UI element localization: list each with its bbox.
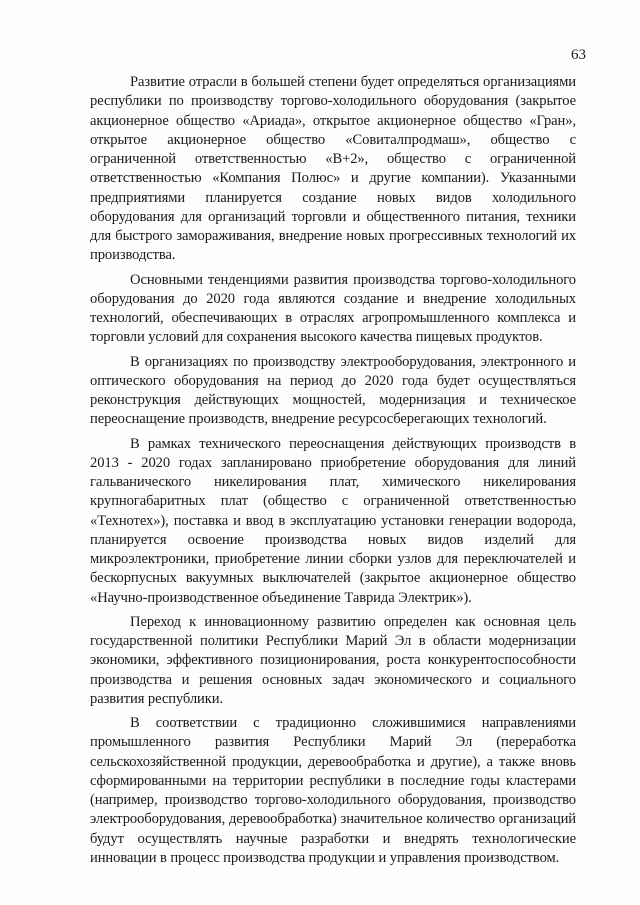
paragraph-technical-reequipment: В рамках технического переоснащения действующих производств в 2013 - 2020 годах запланировано приобретение оборудования для линий гальванического никелирования плат, химического никелирования крупногабаритных плат (общество с ограниченной ответственностью «Технотех»), поставка и ввод в эксплуатацию установки генерации водорода, планируется освоение производства новых видов изделий для микроэлектроники, приобретение линии сборки узлов для переключателей и бескорпусных вакуумных выключателей (закрытое акционерное общество «Научно-производственное объединение Таврида Электрик»). xyxy=(90,435,576,606)
paragraph-innovation-policy: Переход к инновационному развитию определен как основная цель государственной политики Республики Марий Эл в области модернизации экономики, эффективного позиционирования, роста конкурентоспособности производства и решения основных задач экономического и социального развития республики. xyxy=(90,613,576,707)
page-number: 63 xyxy=(571,47,586,63)
paragraph-industry-development: Развитие отрасли в большей степени будет определяться организациями республики по производству торгово-холодильного оборудования (закрытое акционерное общество «Ариада», открытое акционерное общество «Гран», открытое акционерное общество «Совиталпродмаш», общество с ограниченной ответственностью «В+2», общество с ограниченной ответственностью «Компания Полюс» и другие компании). Указанными предприятиями планируется создание новых видов холодильного оборудования для организаций торговли и общественного питания, техники для быстрого замораживания, внедрение новых прогрессивных технологий их производства. xyxy=(90,74,576,264)
document-body xyxy=(90,73,576,873)
paragraph-refrigeration-trends: Основными тенденциями развития производства торгово-холодильного оборудования до 2020 года являются создание и внедрение холодильных технологий, обеспечивающих в отраслях агропромышленного комплекса и торговли условий для сохранения высокого качества пищевых продуктов. xyxy=(90,271,576,346)
paragraph-industrial-directions: В соответствии с традиционно сложившимися направлениями промышленного развития Республики Марий Эл (переработка сельскохозяйственной продукции, деревообработка и другие), а также вновь сформированными на территории республики в последние годы кластерами (например, производство торгово-холодильного оборудования, производство электрооборудования, деревообработка) значительное количество организаций будут осуществлять научные разработки и внедрять технологические инновации в процесс производства продукции и управления производством. xyxy=(90,715,576,866)
paragraph-electrical-equipment: В организациях по производству электрооборудования, электронного и оптического оборудования на период до 2020 года будет осуществляться реконструкция действующих мощностей, модернизация и техническое переоснащение производств, внедрение ресурсосберегающих технологий. xyxy=(90,353,576,428)
